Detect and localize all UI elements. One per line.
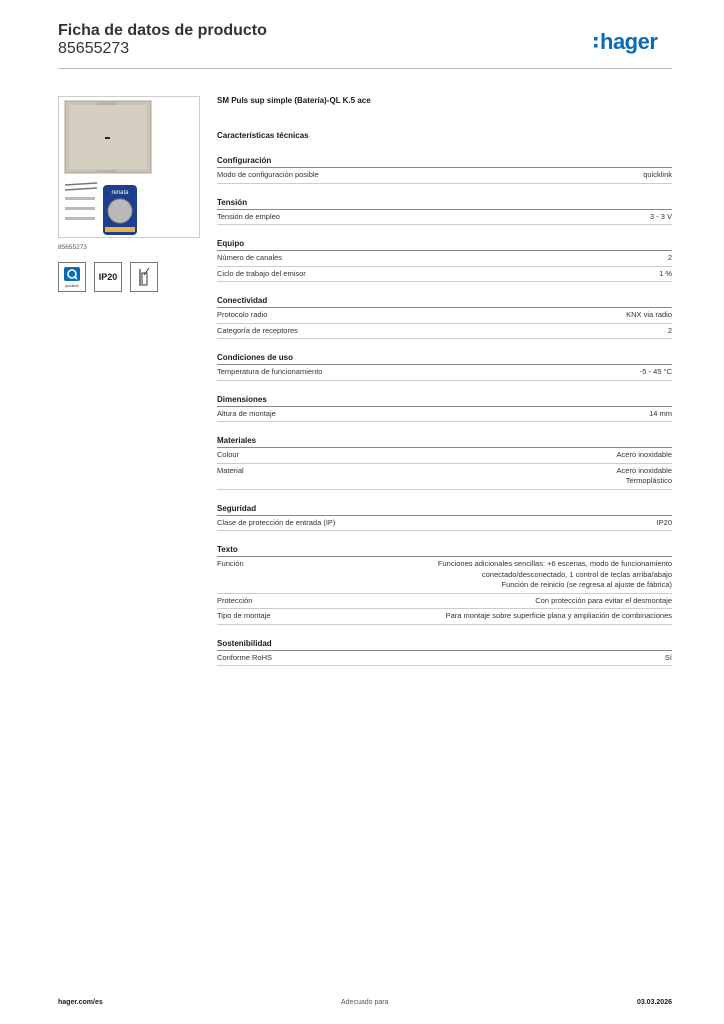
- spec-row: [217, 251, 672, 267]
- spec-value: 2: [667, 253, 672, 262]
- spec-value: Acero inoxidable Termoplástico: [616, 465, 672, 485]
- spec-row: [217, 594, 672, 610]
- spec-section-title: Conectividad: [217, 296, 672, 308]
- spec-section-title: Configuración: [217, 156, 672, 168]
- spec-row: [217, 308, 672, 324]
- spec-section: [217, 353, 672, 381]
- spec-sections: [217, 156, 672, 666]
- spec-value: 2: [667, 325, 672, 335]
- spec-section: [217, 296, 672, 339]
- battery-brand-text: renata: [111, 190, 129, 196]
- spec-row: [217, 464, 672, 490]
- spec-row: [217, 557, 672, 594]
- spec-row: [217, 448, 672, 464]
- product-image: [58, 96, 200, 238]
- spec-value: -5 - 45 °C: [639, 367, 672, 376]
- spec-label: Protocolo radio: [217, 310, 268, 319]
- spec-label: Número de canales: [217, 253, 283, 262]
- spec-section-title: Dimensiones: [217, 395, 672, 407]
- section-heading: Características técnicas: [217, 131, 309, 140]
- spec-value: KNX via radio: [626, 310, 672, 319]
- spec-section: [217, 239, 672, 282]
- spec-label: Protección: [217, 595, 253, 605]
- spec-value: Con protección para evitar el desmontaje: [535, 595, 672, 605]
- spec-label: Clase de protección de entrada (IP): [217, 517, 336, 527]
- technical-content: [217, 96, 672, 680]
- mounting-icon: [130, 262, 158, 292]
- footer-date: 03.03.2026: [636, 999, 672, 1006]
- spec-label: Función: [217, 559, 244, 568]
- spec-label: Conforme RoHS: [217, 652, 273, 662]
- spec-section-title: Condiciones de uso: [217, 353, 672, 365]
- product-code: 85655273: [58, 40, 130, 57]
- spec-value: Para montaje sobre superficie plana y ampliación de combinaciones: [445, 611, 672, 620]
- image-product-code: 85655273: [58, 244, 87, 251]
- spec-value: Sí: [664, 652, 672, 662]
- spec-value: 3 - 3 V: [649, 211, 672, 221]
- product-name: SM Puls sup simple (Batería)-QL K.5 ace: [217, 96, 371, 105]
- spec-value: Acero inoxidable: [616, 450, 672, 459]
- footer-website: hager.com/es: [58, 999, 103, 1006]
- spec-section-title: Texto: [217, 545, 672, 557]
- spec-label: Ciclo de trabajo del emisor: [217, 268, 306, 278]
- spec-value: IP20: [656, 517, 672, 527]
- spec-label: Temperatura de funcionamiento: [217, 367, 323, 376]
- spec-label: Modo de configuración posible: [217, 170, 319, 179]
- spec-row: [217, 516, 672, 532]
- spec-section-title: Materiales: [217, 436, 672, 448]
- spec-row: [217, 365, 672, 381]
- spec-label: Tensión de empleo: [217, 211, 280, 221]
- spec-label: Tipo de montaje: [217, 611, 271, 620]
- spec-label: Categoría de receptores: [217, 325, 298, 335]
- ip20-label: IP20: [98, 272, 118, 282]
- spec-row: [217, 407, 672, 423]
- product-illustration: [59, 97, 199, 237]
- spec-section-title: Seguridad: [217, 504, 672, 516]
- spec-section-title: Tensión: [217, 198, 672, 210]
- spec-row: [217, 267, 672, 283]
- quicklink-icon: [58, 262, 86, 292]
- certification-icons: [58, 262, 158, 292]
- spec-section-title: Sostenibilidad: [217, 639, 672, 651]
- spec-row: [217, 609, 672, 625]
- spec-section: [217, 436, 672, 490]
- spec-row: [217, 168, 672, 184]
- spec-value: 14 mm: [649, 408, 672, 418]
- page-title: Ficha de datos de producto: [58, 22, 267, 39]
- spec-section: [217, 504, 672, 532]
- spec-row: [217, 324, 672, 340]
- ip20-icon: [94, 262, 122, 292]
- spec-section: [217, 639, 672, 667]
- spec-label: Colour: [217, 450, 240, 459]
- hager-logo: [594, 28, 674, 56]
- spec-value: Funciones adicionales sencillas: +6 escenas, modo de funcionamiento conectado/desconectado, 1 control de teclas arriba/abajo Función de reinicio (se regresa al ajuste de fábrica): [437, 559, 672, 589]
- spec-label: Material: [217, 465, 244, 475]
- spec-value: 1 %: [659, 268, 672, 278]
- header-divider: [58, 68, 672, 69]
- spec-label: Altura de montaje: [217, 408, 276, 418]
- spec-row: [217, 210, 672, 226]
- spec-section: [217, 545, 672, 625]
- quicklink-badge-text: quicklink: [65, 284, 79, 288]
- brand-logo-text: hager: [600, 29, 658, 54]
- spec-section: [217, 198, 672, 226]
- spec-row: [217, 651, 672, 667]
- spec-section: [217, 395, 672, 423]
- spec-section-title: Equipo: [217, 239, 672, 251]
- spec-value: quicklink: [643, 170, 672, 179]
- footer-middle: Adecuado para: [341, 999, 389, 1006]
- spec-section: [217, 156, 672, 184]
